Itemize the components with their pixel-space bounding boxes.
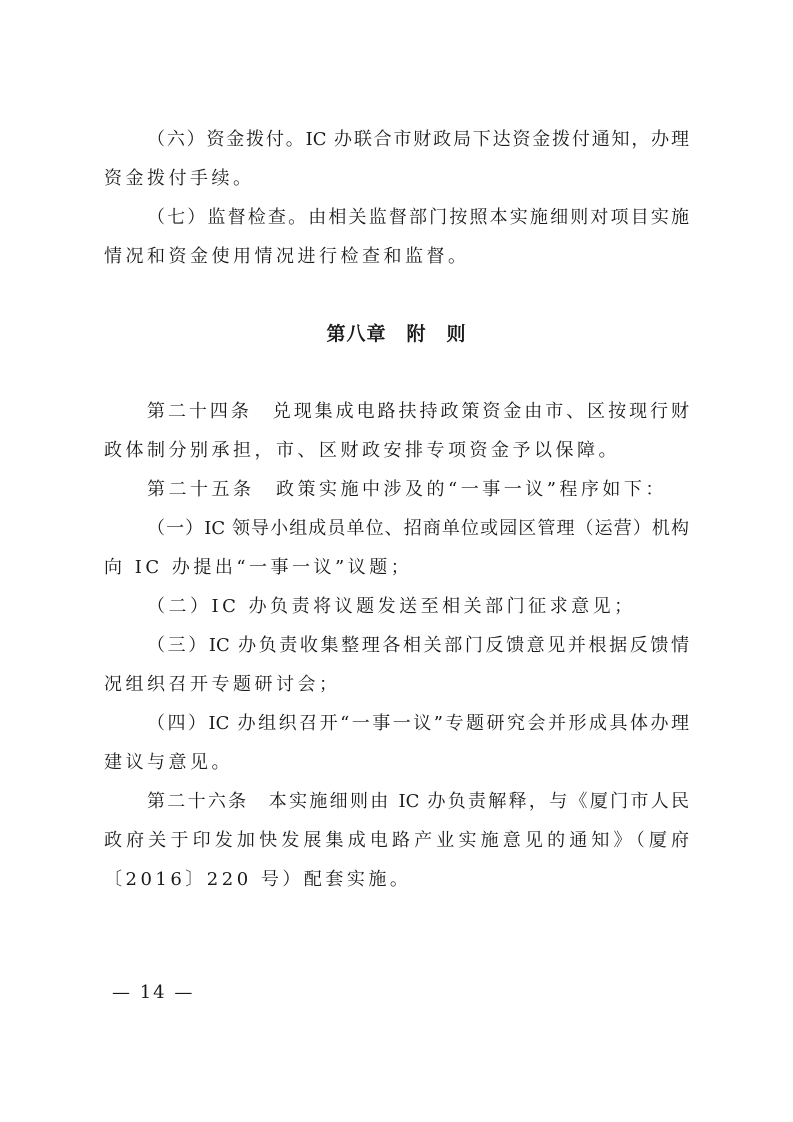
item-1-line-1: （一）IC 领导小组成员单位、招商单位或园区管理（运营）机构 [147,518,689,539]
item-1-line-2: 向 IC 办提出“一事一议”议题； [104,557,413,578]
article-26-line-3: 〔2016〕220 号）配套实施。 [104,869,412,890]
article-25-line-1: 第二十五条 政策实施中涉及的“一事一议”程序如下： [147,479,667,500]
item-2-line-1: （二）IC 办负责将议题发送至相关部门征求意见； [147,596,636,617]
item-3-line-2: 况组织召开专题研讨会； [104,674,341,695]
item-4-line-2: 建议与意见。 [104,752,233,773]
page-number: — 14 — [112,982,195,1003]
para-7-line-1: （七）监督检查。由相关监督部门按照本实施细则对项目实施 [147,207,689,228]
article-26-line-2: 政府关于印发加快发展集成电路产业实施意见的通知》（厦府 [104,830,689,851]
para-6-line-2: 资金拨付手续。 [104,168,255,189]
item-4-line-1: （四）IC 办组织召开“一事一议”专题研究会并形成具体办理 [147,713,689,734]
article-24-line-2: 政体制分别承担，市、区财政安排专项资金予以保障。 [104,440,620,461]
item-3-line-1: （三）IC 办负责收集整理各相关部门反馈意见并根据反馈情 [147,635,689,656]
chapter-title: 第八章 附 则 [326,323,467,345]
article-24-line-1: 第二十四条 兑现集成电路扶持政策资金由市、区按现行财 [147,401,689,422]
para-7-line-2: 情况和资金使用情况进行检查和监督。 [104,246,470,267]
article-26-line-1: 第二十六条 本实施细则由 IC 办负责解释，与《厦门市人民 [147,791,689,812]
para-6-line-1: （六）资金拨付。IC 办联合市财政局下达资金拨付通知，办理 [147,129,689,150]
